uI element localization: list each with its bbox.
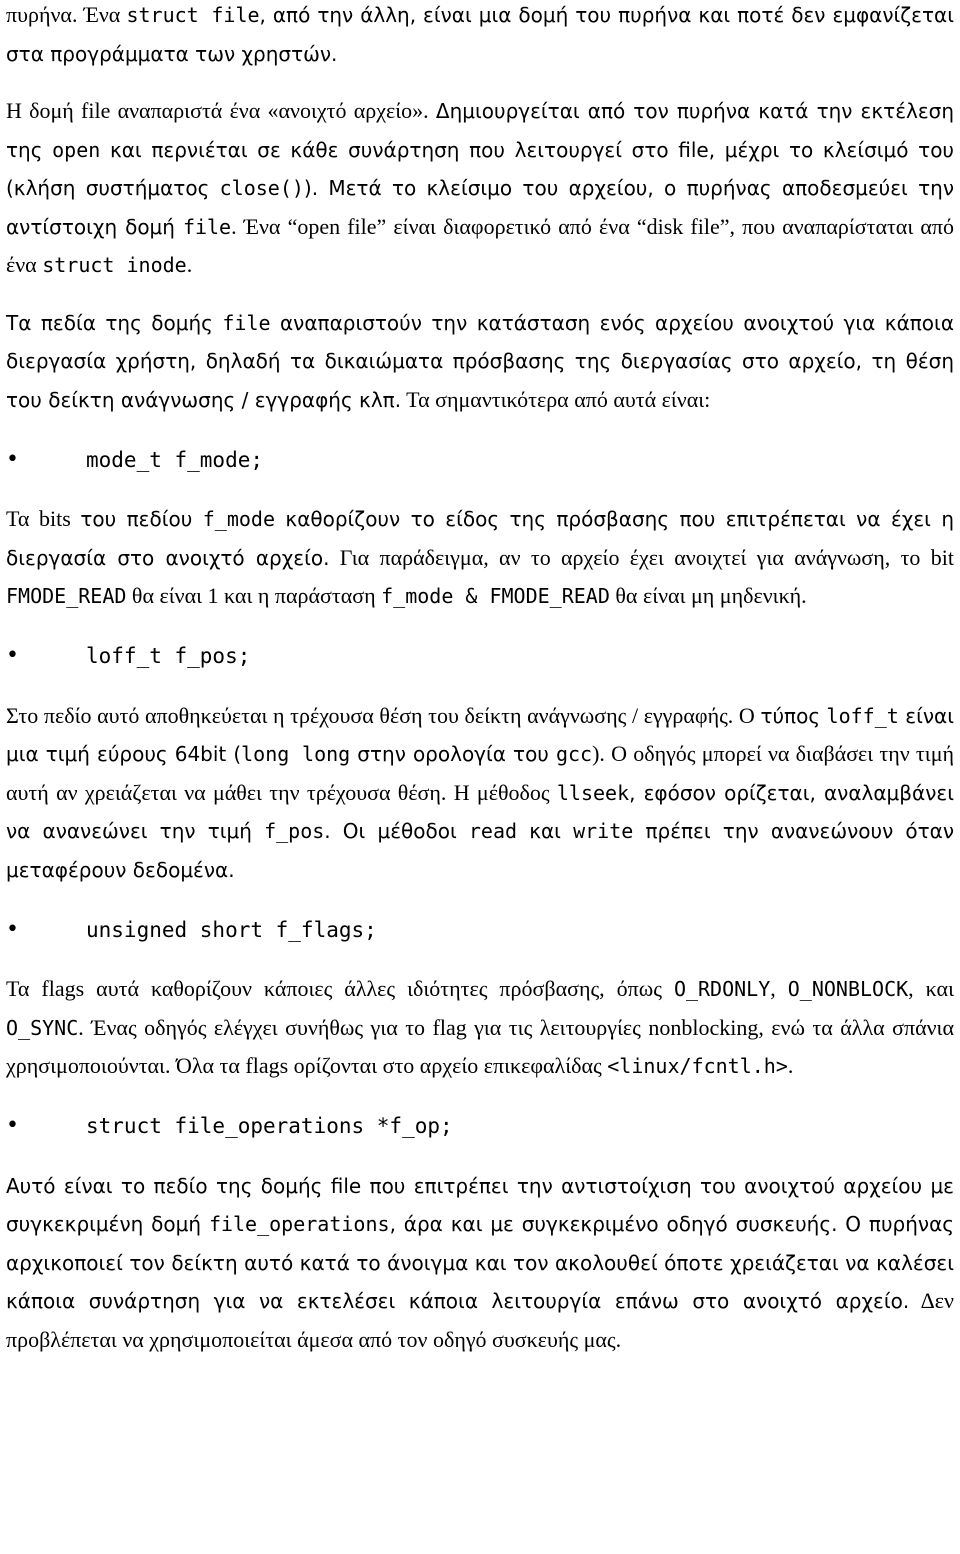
- text: Δημιουργείται από τον πυρήνα κατά την εκτέλεση της: [6, 99, 954, 162]
- spacer: [6, 285, 954, 304]
- text: Δεν προβλέπεται να χρησιμοποιείται άμεσα από τον οδηγό συσκευής μας.: [6, 1288, 954, 1352]
- text: . Οι μέθοδοι: [324, 819, 469, 843]
- paragraph-file-struct: [6, 92, 954, 285]
- code-open: open: [52, 137, 101, 162]
- code-close: close(): [219, 176, 304, 200]
- text: και περνιέται σε κάθε συνάρτηση που λειτουργεί στο file, μέχρι το κλείσιμό του (κλήση συστήματος: [6, 137, 955, 200]
- text: . Ένα “open file” είναι διαφορετικό από ένα “disk file”, που αναπαρίσταται από ένα: [6, 213, 955, 277]
- code-f-pos: f_pos: [264, 819, 325, 843]
- text: Τα flags αυτά καθορίζουν κάποιες άλλες ιδιότητες πρόσβασης, όπως: [6, 976, 674, 1001]
- bullet-icon: •: [6, 1113, 19, 1139]
- code-f-flags-decl: unsigned short f_flags;: [86, 917, 377, 942]
- bullet-icon: •: [6, 916, 19, 942]
- text: θα είναι μη μηδενική.: [609, 583, 807, 608]
- code-loff-t: loff_t: [826, 703, 899, 728]
- paragraph-f-flags-desc: [6, 970, 954, 1086]
- text: και: [517, 819, 574, 843]
- code-llseek: llseek: [556, 780, 630, 805]
- code-o-rdonly: O_RDONLY: [673, 977, 771, 1001]
- code-linux-fcntl-h: <linux/fcntl.h>: [607, 1054, 788, 1078]
- text: Τα πεδία της δομής: [6, 310, 223, 335]
- text: , από την άλλη, είναι μια δομή του πυρήνα και ποτέ δεν εμφανίζεται στα προγράμματα των χρηστών.: [6, 3, 954, 66]
- text: πυρήνα. Ένα: [6, 2, 127, 27]
- code-f-mode-and-fmode-read: f_mode & FMODE_READ: [381, 584, 610, 608]
- text: , και: [908, 976, 954, 1001]
- text: Η δομή file αναπαριστά ένα «ανοιχτό αρχείο».: [6, 98, 436, 123]
- bullet-icon: •: [6, 643, 19, 669]
- text: .: [787, 1053, 794, 1078]
- text: του πεδίου: [80, 507, 203, 531]
- code-gcc: gcc: [555, 742, 593, 766]
- code-o-sync: O_SYNC: [6, 1015, 79, 1040]
- text: στην ορολογία του: [350, 742, 556, 766]
- text: είναι μια τιμή εύρους 64bit (: [6, 703, 954, 766]
- text: αναπαριστούν την κατάσταση ενός αρχείου ανοιχτού για κάποια διεργασία χρήστη, δηλαδή τα δικαιώματα πρόσβασης της διεργασίας στο αρχείο, τη θέση του δείκτη ανάγνωσης / εγγραφής κλπ.: [6, 310, 954, 412]
- code-struct-inode: struct inode: [42, 253, 187, 277]
- code-f-pos-decl: loff_t f_pos;: [86, 644, 251, 669]
- bullet-item-f-op: [6, 1107, 954, 1147]
- paragraph-fields-intro: [6, 304, 954, 420]
- code-long-long: long long: [241, 742, 351, 766]
- text: καθορίζουν το είδος της πρόσβασης που επιτρέπεται να έχει η διεργασία στο ανοιχτό αρχείο.: [6, 507, 954, 570]
- text: Τα bits: [6, 506, 81, 531]
- text: ). Ο οδηγός μπορεί να διαβάσει την τιμή αυτή αν χρειάζεται να μάθει την τρέχουσα θέση. Η μέθοδος: [6, 741, 954, 805]
- text: Στο πεδίο αυτό αποθηκεύεται η τρέχουσα θέση του δείκτη ανάγνωσης / εγγραφής. Ο: [6, 702, 761, 728]
- code-read: read: [468, 819, 518, 843]
- code-f-op-decl: struct file_operations *f_op;: [86, 1114, 453, 1139]
- text: . Ένας οδηγός ελέγχει συνήθως για το flag για τις λειτουργίες nonblocking, ενώ τα άλλα σπάνια χρησιμοποιούνται. Όλα τα flags ορίζονται στο αρχείο επικεφαλίδας: [6, 1014, 954, 1078]
- text: πρέπει την ανανεώνουν όταν μεταφέρουν δεδομένα.: [6, 819, 955, 882]
- code-file: file: [222, 310, 271, 335]
- code-write: write: [573, 819, 634, 843]
- code-file-operations: file_operations: [208, 1212, 390, 1236]
- code-o-nonblock: O_NONBLOCK: [787, 977, 909, 1001]
- paragraph-f-op-desc: [6, 1167, 954, 1360]
- code-f-mode-decl: mode_t f_mode;: [86, 447, 264, 472]
- text: Για παράδειγμα, αν το αρχείο έχει ανοιχτεί για ανάγνωση, το bit: [329, 544, 954, 570]
- text: , άρα και με συγκεκριμένο οδηγό συσκευής. Ο πυρήνας αρχικοποιεί τον δείκτη αυτό κατά το άνοιγμα και τον ακολουθεί όποτε χρειάζεται να καλέσει κάποια συνάρτηση για να εκτελέσει κάποια λειτουργία επάνω στο ανοιχτό αρχείο.: [6, 1212, 954, 1313]
- code-file: file: [182, 214, 232, 239]
- text: Τα σημαντικότερα από αυτά είναι:: [401, 386, 711, 412]
- text: .: [186, 252, 193, 277]
- code-f-mode: f_mode: [202, 507, 275, 531]
- paragraph-f-mode-desc: [6, 500, 954, 616]
- bullet-item-f-flags: [6, 910, 954, 950]
- text: ,: [770, 976, 788, 1001]
- text: θα είναι 1 και η παράσταση: [126, 583, 382, 608]
- paragraph-intro-continued: [6, 0, 954, 73]
- text: ). Μετά το κλείσιμο του αρχείου, ο πυρήνας αποδεσμεύει την αντίστοιχη δομή: [6, 176, 954, 239]
- text: , εφόσον ορίζεται, αναλαμβάνει να ανανεώνει την τιμή: [6, 780, 954, 843]
- bullet-icon: •: [6, 446, 19, 472]
- text: Αυτό είναι το πεδίο της δομής file που επιτρέπει την αντιστοίχιση του ανοιχτού αρχείου με συγκεκριμένη δομή: [6, 1173, 954, 1236]
- bullet-item-f-pos: [6, 637, 954, 677]
- code-struct-file: struct file: [126, 3, 260, 27]
- code-fmode-read: FMODE_READ: [6, 584, 127, 608]
- paragraph-f-pos-desc: [6, 697, 954, 890]
- text: τύπος: [760, 703, 827, 728]
- spacer: [6, 73, 954, 92]
- bullet-item-f-mode: [6, 440, 954, 480]
